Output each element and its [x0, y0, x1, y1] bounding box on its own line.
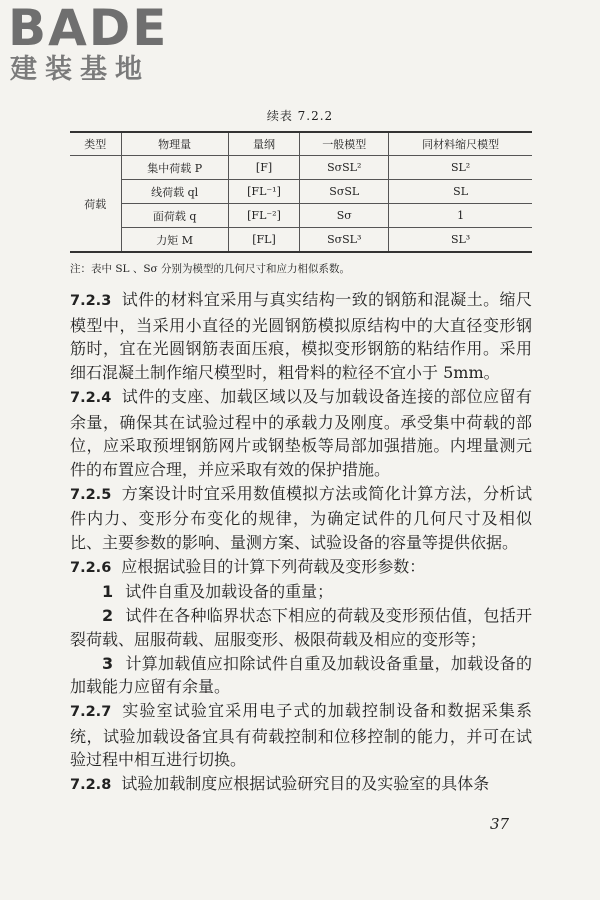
cell-same-material: SL²: [389, 156, 532, 180]
table-caption: 续表 7.2.2: [266, 109, 334, 123]
clause: [70, 385, 532, 482]
table-row: [70, 180, 532, 204]
list-item: [70, 652, 532, 699]
clause-text: 应根据试验目的计算下列荷载及变形参数：: [121, 556, 426, 576]
item-text: 试件在各种临界状态下相应的荷载及变形预估值，包括开裂荷载、屈服荷载、屈服变形、极限荷载及相应的变形等；: [70, 606, 532, 649]
cell-general: SσSL³: [300, 228, 389, 253]
header-dimension: 量纲: [228, 132, 300, 156]
cell-general: SσSL²: [300, 156, 389, 180]
logo: [8, 2, 188, 88]
page-number: 37: [490, 815, 510, 833]
cell-dimension: [FL⁻²]: [228, 204, 300, 228]
cell-general: Sσ: [300, 204, 389, 228]
item-text: 试件自重及加载设备的重量；: [125, 582, 334, 602]
body-text: [70, 288, 532, 798]
header-type: 类型: [70, 132, 121, 156]
clause-text: 试件的材料宜采用与真实结构一致的钢筋和混凝土。缩尺模型中，当采用小直径的光圆钢筋模拟原结构中的大直径变形钢筋时，宜在光圆钢筋表面压痕，模拟变形钢筋的粘结作用。采用细石混凝土制作缩尺模型时，粗骨料的粒径不宜小于 5mm。: [70, 290, 532, 383]
table-row: [70, 228, 532, 253]
table-row: [70, 156, 532, 180]
cell-dimension: [F]: [228, 156, 300, 180]
clause: [70, 699, 532, 772]
list-item: [70, 580, 532, 604]
cell-general: SσSL: [300, 180, 389, 204]
clause-number: 7.2.7: [70, 703, 112, 720]
cell-quantity: 集中荷载 P: [121, 156, 228, 180]
cell-quantity: 线荷载 ql: [121, 180, 228, 204]
cell-quantity: 面荷载 q: [121, 204, 228, 228]
item-text: 计算加载值应扣除试件自重及加载设备重量，加载设备的加载能力应留有余量。: [70, 653, 532, 697]
group-label: 荷载: [70, 156, 121, 253]
clause-text: 方案设计时宜采用数值模拟方法或简化计算方法，分析试件内力、变形分布变化的规律，为确定试件的几何尺寸及相似比、主要参数的影响、量测方案、试验设备的容量等提供依据。: [70, 483, 532, 553]
clause: [70, 772, 532, 798]
clause-number: 7.2.4: [70, 389, 112, 406]
table-header-row: [70, 132, 532, 156]
clause-number: 7.2.8: [70, 777, 112, 794]
clause: [70, 482, 532, 555]
cell-same-material: SL: [389, 180, 532, 204]
header-quantity: 物理量: [121, 132, 228, 156]
clause-text: 试验加载制度应根据试验研究目的及实验室的具体条: [121, 774, 490, 794]
clause-text: 实验室试验宜采用电子式的加载控制设备和数据采集系统，试验加载设备宜具有荷载控制和位移控制的能力，并可在试验过程中相互进行切换。: [70, 700, 532, 770]
cell-quantity: 力矩 M: [121, 228, 228, 253]
list-item: [70, 604, 532, 651]
cell-dimension: [FL⁻¹]: [228, 180, 300, 204]
similarity-table: [70, 131, 532, 253]
table-row: [70, 204, 532, 228]
item-number: 1: [102, 582, 114, 602]
header-general: 一般模型: [300, 132, 389, 156]
clause-number: 7.2.5: [70, 486, 112, 503]
item-number: 2: [102, 606, 114, 626]
header-same-material: 同材料缩尺模型: [389, 132, 532, 156]
table-note: 注：表中 SL 、Sσ 分别为模型的几何尺寸和应力相似系数。: [70, 263, 351, 275]
cell-same-material: 1: [389, 204, 532, 228]
cell-dimension: [FL]: [228, 228, 300, 253]
clause-text: 试件的支座、加载区域以及与加载设备连接的部位应留有余量，确保其在试验过程中的承载力及刚度。承受集中荷载的部位，应采取预埋钢筋网片或钢垫板等局部加强措施。内埋量测元件的布置应合理，并应采取有效的保护措施。: [70, 386, 532, 479]
cell-same-material: SL³: [389, 228, 532, 253]
clause-number: 7.2.6: [70, 559, 112, 576]
logo-chinese: 建装基地: [10, 54, 150, 85]
item-number: 3: [102, 653, 114, 673]
clause: [70, 288, 532, 385]
clause-number: 7.2.3: [70, 293, 112, 309]
clause: [70, 555, 532, 581]
logo-latin: BADE: [8, 0, 169, 57]
